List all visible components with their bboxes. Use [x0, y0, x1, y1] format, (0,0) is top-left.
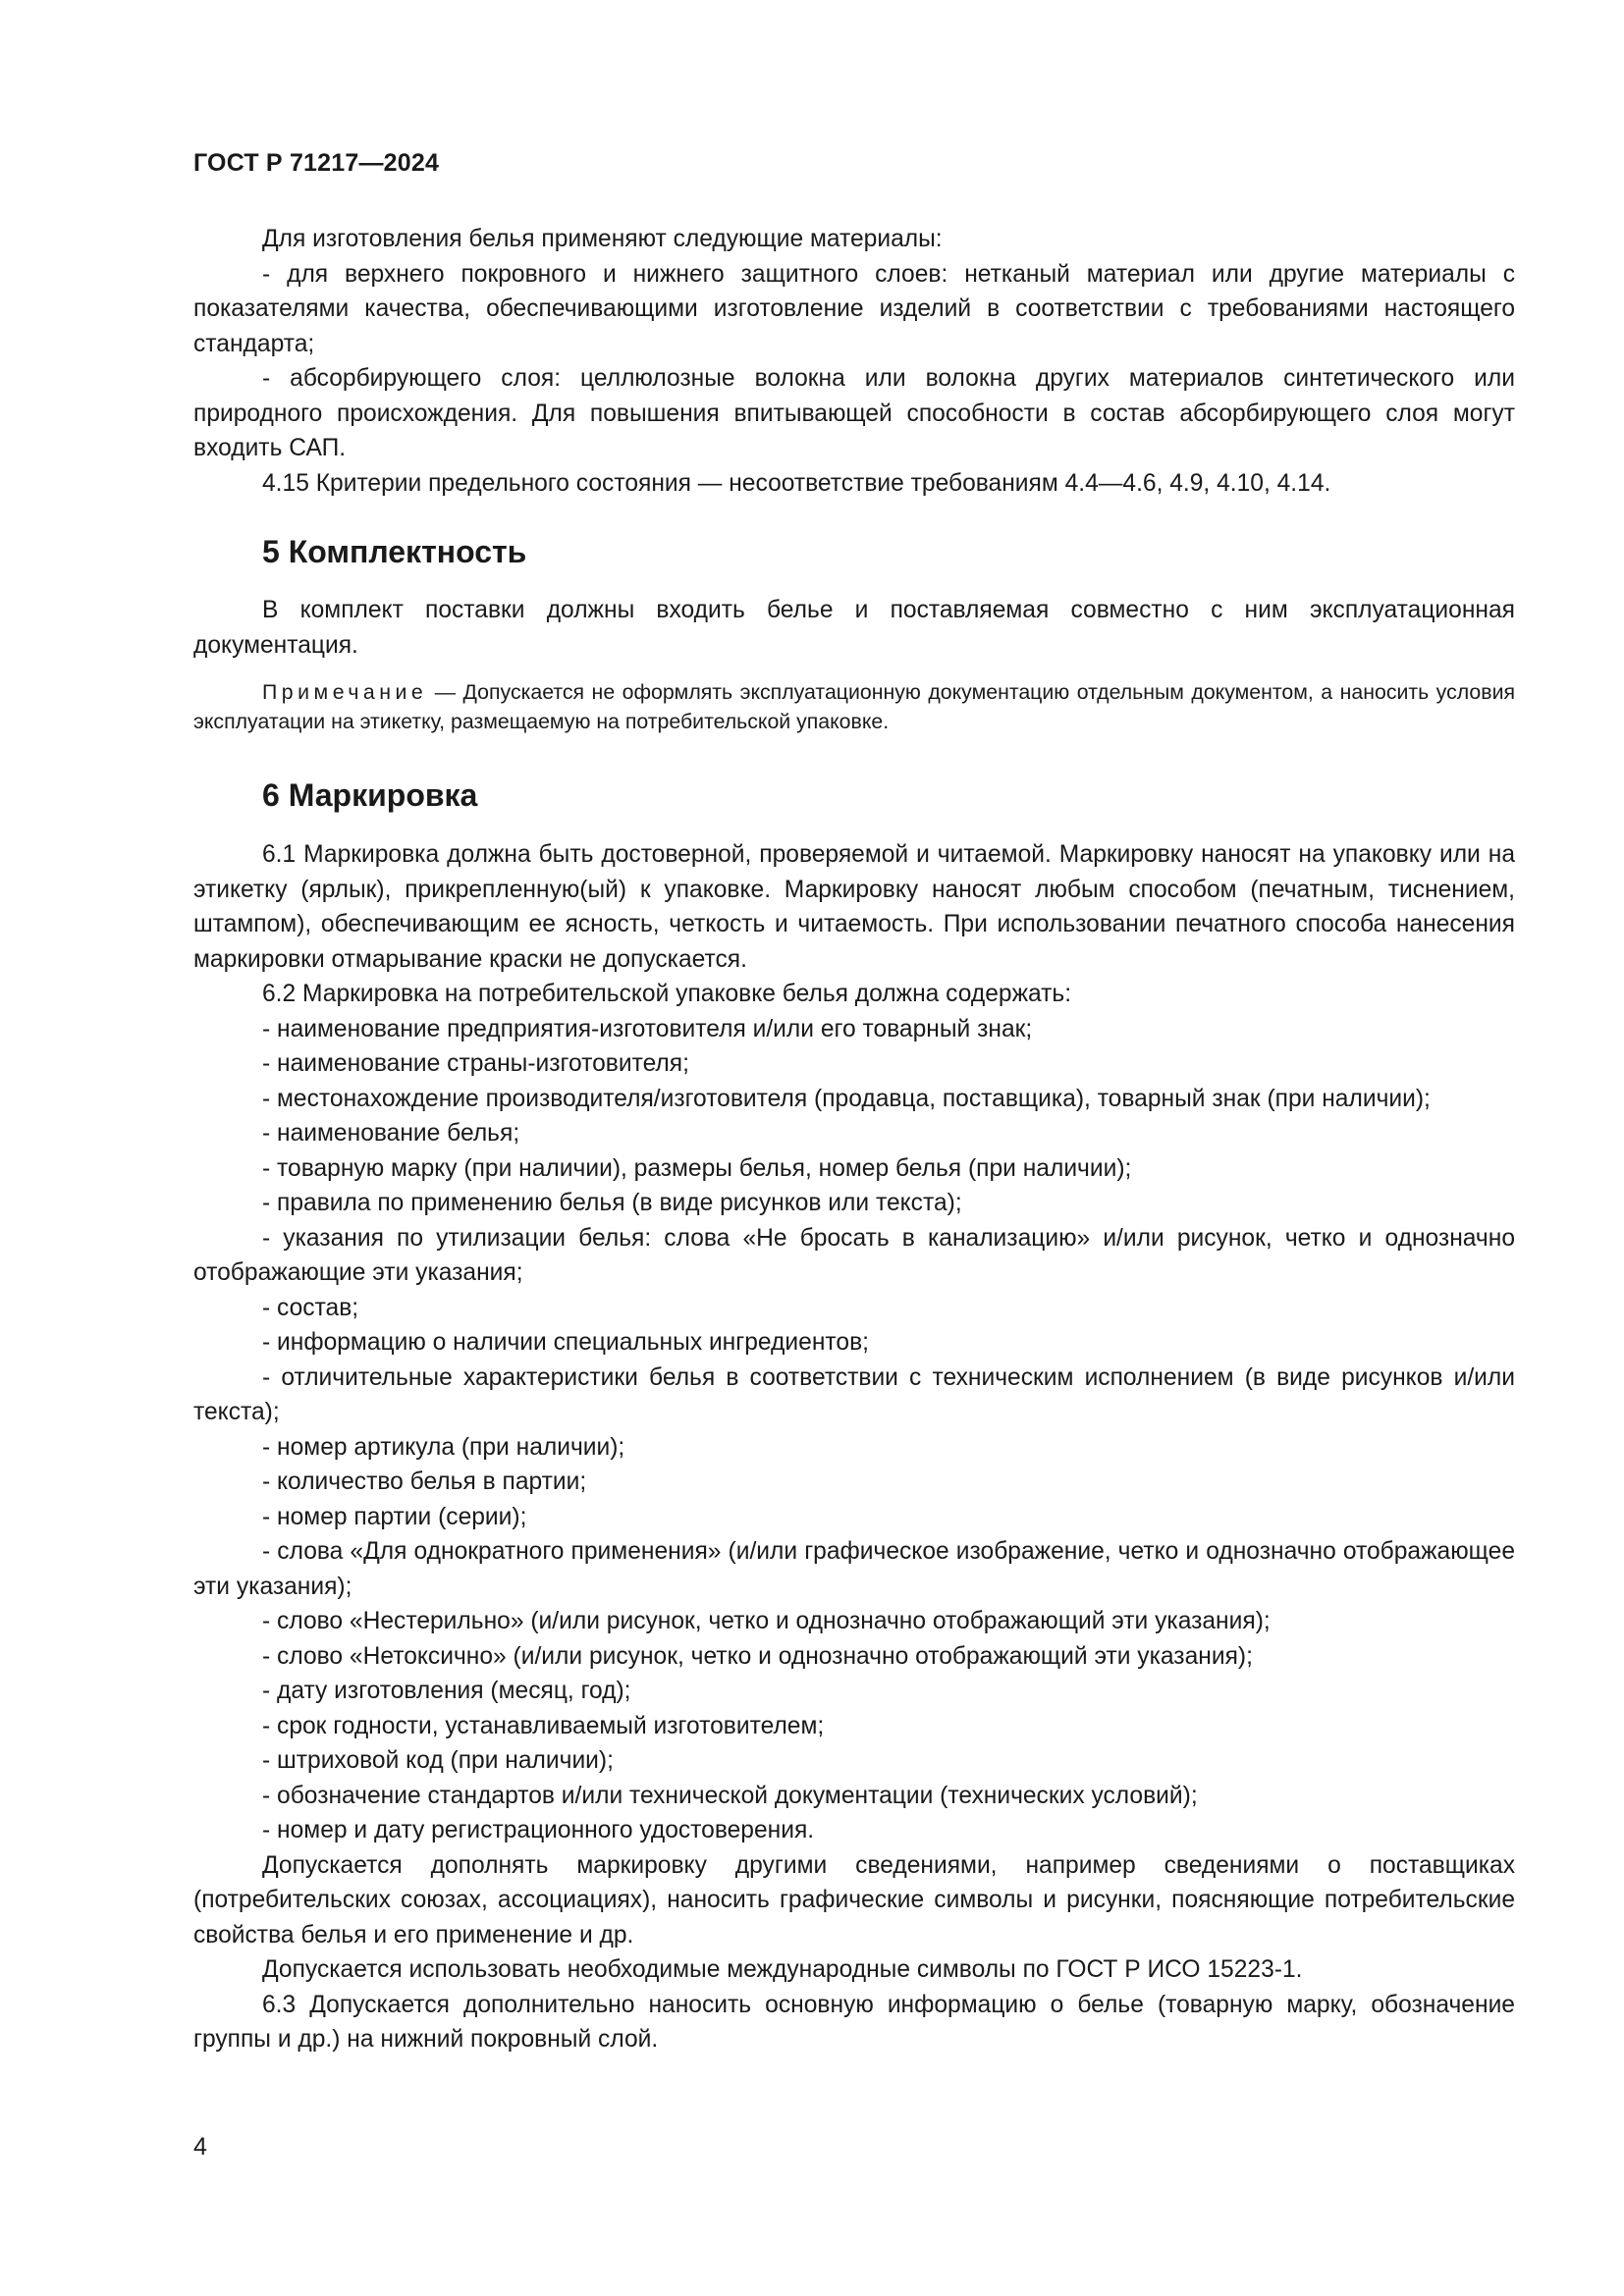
list-item: - отличительные характеристики белья в соответствии с техническим исполнением (в виде рисунков и/или текста);	[193, 1363, 1515, 1425]
list-item: - дату изготовления (месяц, год);	[262, 1678, 631, 1704]
note	[193, 677, 1515, 736]
paragraph: Для изготовления белья применяют следующие материалы:	[262, 226, 943, 252]
note-text: — Допускается не оформлять эксплуатационную документацию отдельным документом, а наносить условия эксплуатации на этикетку, размещаемую на потребительской упаковке.	[193, 680, 1515, 733]
list-item: - информацию о наличии специальных ингредиентов;	[262, 1329, 869, 1356]
section-6	[193, 775, 1515, 815]
paragraph: Допускается использовать необходимые международные символы по ГОСТ Р ИСО 15223-1.	[262, 1956, 1303, 1983]
section-heading: 5 Комплектность	[262, 534, 527, 569]
list-item: - наименование белья;	[262, 1120, 520, 1147]
list-item: - слово «Нестерильно» (и/или рисунок, четко и однозначно отображающий эти указания);	[262, 1608, 1271, 1634]
paragraph-6-1: 6.1 Маркировка должна быть достоверной, проверяемой и читаемой. Маркировку наносят на упаковку или на этикетку (ярлык), прикрепленную(ый) к упаковке. Маркировку наносят любым способом (печатным, тиснением, штампом), обеспечивающим ее ясность, четкость и читаемость. При использовании печатного способа нанесения маркировки отмарывание краски не допускается.	[193, 841, 1515, 973]
section-5-body	[193, 593, 1515, 663]
list-item: - штриховой код (при наличии);	[262, 1747, 614, 1774]
paragraph: В комплект поставки должны входить белье и поставляемая совместно с ним эксплуатационная документация.	[193, 597, 1515, 659]
list-item: - состав;	[262, 1294, 359, 1321]
paragraph-6-3: 6.3 Допускается дополнительно наносить основную информацию о белье (товарную марку, обозначение группы и др.) на нижний покровный слой.	[193, 1991, 1515, 2053]
paragraph: Допускается дополнять маркировку другими сведениями, например сведениями о поставщиках (потребительских союзах, ассоциациях), наносить графические символы и рисунки, поясняющие потребительские свойства белья и его применение и др.	[193, 1851, 1515, 1949]
list-item: - слова «Для однократного применения» (и/или графическое изображение, четко и однозначно отображающее эти указания);	[193, 1538, 1515, 1600]
paragraph-6-2: 6.2 Маркировка на потребительской упаковке белья должна содержать:	[262, 981, 1072, 1007]
list-item: - правила по применению белья (в виде рисунков или текста);	[262, 1190, 962, 1216]
paragraph: 4.15 Критерии предельного состояния — несоответствие требованиям 4.4—4.6, 4.9, 4.10, 4.14.	[262, 469, 1331, 497]
list-item: - товарную марку (при наличии), размеры белья, номер белья (при наличии);	[262, 1154, 1132, 1182]
page-number: 4	[193, 2133, 207, 2161]
section-6-body	[193, 837, 1515, 2057]
paragraph: - для верхнего покровного и нижнего защитного слоев: нетканый материал или другие материалы с показателями качества, обеспечивающими изготовление изделий в соответствии с требованиями настоящего стандарта;	[193, 260, 1515, 357]
paragraph: - абсорбирующего слоя: целлюлозные волокна или волокна других материалов синтетического или природного происхождения. Для повышения впитывающей способности в состав абсорбирующего слоя могут входить САП.	[193, 365, 1515, 461]
materials-block	[193, 222, 1515, 501]
document-header: ГОСТ Р 71217—2024	[193, 149, 440, 177]
section-heading: 6 Маркировка	[262, 777, 478, 813]
list-item: - местонахождение производителя/изготовителя (продавца, поставщика), товарный знак (при наличии);	[262, 1085, 1431, 1112]
list-item: - слово «Нетоксично» (и/или рисунок, четко и однозначно отображающий эти указания);	[262, 1642, 1253, 1670]
list-item: - обозначение стандартов и/или технической документации (технических условий);	[262, 1782, 1198, 1809]
section-5	[193, 532, 1515, 571]
list-item: - номер партии (серии);	[262, 1503, 527, 1530]
note-block	[193, 677, 1515, 736]
note-label: Примечание	[262, 680, 428, 704]
list-item: - указания по утилизации белья: слова «Не бросать в канализацию» и/или рисунок, четко и однозначно отображающие эти указания;	[193, 1224, 1515, 1286]
list-item: - наименование предприятия-изготовителя и/или его товарный знак;	[262, 1015, 1033, 1042]
list-item: - наименование страны-изготовителя;	[262, 1050, 689, 1077]
list-item: - количество белья в партии;	[262, 1468, 587, 1495]
list-item: - срок годности, устанавливаемый изготовителем;	[262, 1712, 825, 1739]
list-item: - номер и дату регистрационного удостоверения.	[262, 1817, 815, 1843]
list-item: - номер артикула (при наличии);	[262, 1433, 625, 1461]
